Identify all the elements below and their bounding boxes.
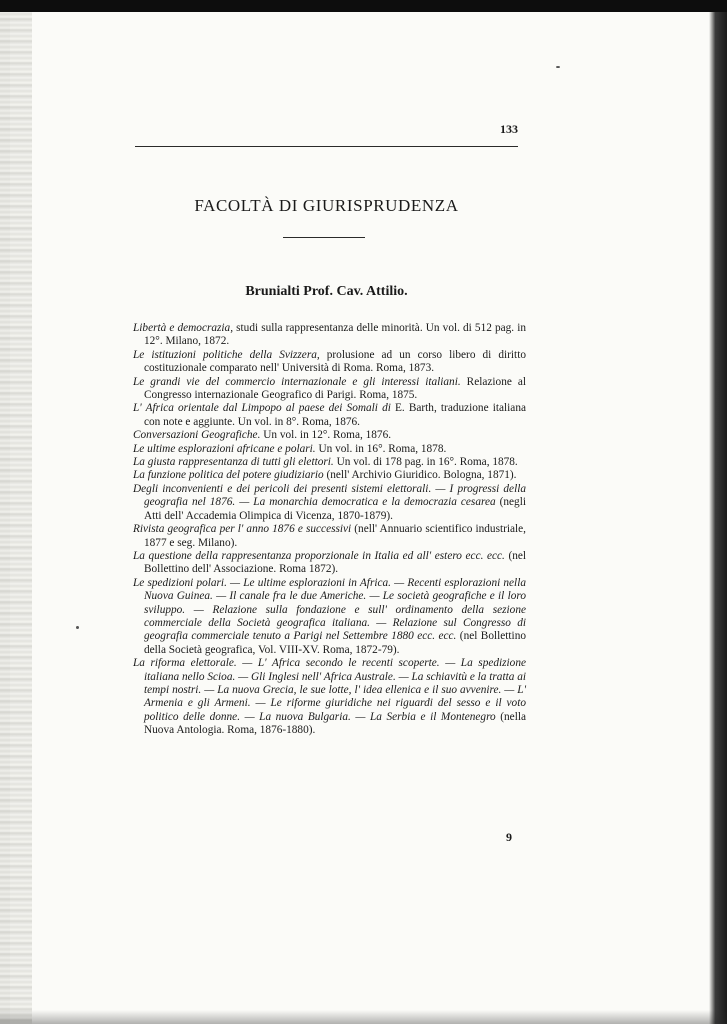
scan-speck	[76, 626, 79, 629]
scan-right-border	[709, 12, 727, 1024]
bibliography-entry	[133, 550, 526, 577]
entry-details: prolusione ad un corso libero di diritto costituzionale comparato nell' Università di Roma. Roma, 1873.	[144, 348, 526, 375]
bibliography-list	[133, 322, 526, 738]
entry-details: Relazione al Congresso internazionale Geografico di Parigi. Roma, 1875.	[144, 375, 527, 402]
author-heading: Brunialti Prof. Cav. Attilio.	[245, 284, 408, 299]
entry-details: (nel Bollettino della Società geografica, Vol. VIII-XV. Roma, 1872-79).	[144, 630, 526, 656]
bibliography-entry	[133, 429, 526, 442]
bibliography-entry	[133, 483, 526, 523]
entry-details: (nel Bollettino dell' Associazione. Roma 1872).	[144, 549, 527, 576]
entry-title: Le ultime esplorazioni africane e polari.	[133, 442, 316, 455]
entry-title: Le spedizioni polari. — Le ultime esplorazioni in Africa. — Recenti esplorazioni nella Nuova Guinea. — Il canale fra le due Americhe. — Le società geografiche e il loro sviluppo. — Relazione sulla fondazione e sull' ordinamento della sezione commerciale della Società geografica italiana. — Relazione sul Congresso di geografia commerciale tenuto a Parigi nel Settembre 1880 ecc. ecc.	[133, 576, 526, 643]
entry-title: Degli inconvenienti e dei pericoli dei presenti sistemi elettorali. — I progressi della geografia nel 1876. — La monarchia democratica e la democrazia cesarea	[133, 482, 526, 509]
page-number: 133	[500, 122, 518, 136]
entry-title: Le istituzioni politiche della Svizzera,	[133, 348, 320, 361]
bibliography-entry	[133, 443, 526, 456]
bibliography-entry	[133, 402, 526, 429]
signature-mark: 9	[506, 830, 512, 844]
header-rule	[135, 146, 518, 147]
entry-title: La riforma elettorale. — L' Africa secondo le recenti scoperte. — La spedizione italiana nello Scioa. — Gli Inglesi nell' Africa Australe. — La schiavitù e la tratta ai tempi nostri. — La nuova Grecia, le sue lotte, l' idea ellenica e il suo avvenire. — L' Armenia e gli Armeni. — Le riforme giuridiche nei riguardi del sesso e il voto politico delle donne. — La nuova Bulgaria. — La Serbia e il Montenegro	[133, 657, 526, 723]
entry-details: (negli Atti dell' Accademia Olimpica di Vicenza, 1870-1879).	[144, 496, 526, 522]
entry-details: (nell' Annuario scientifico industriale, 1877 e seg. Milano).	[144, 523, 527, 549]
bibliography-entry	[133, 469, 526, 482]
entry-details: (nell' Archivio Giuridico. Bologna, 1871).	[323, 469, 517, 482]
binding-edge	[0, 12, 32, 1024]
entry-details: studi sulla rappresentanza delle minorità. Un vol. di 512 pag. in 12°. Milano, 1872.	[144, 322, 526, 348]
bibliography-entry	[133, 523, 526, 550]
entry-details: (nella Nuova Antologia. Roma, 1876-1880).	[144, 710, 526, 737]
bibliography-entry	[133, 322, 526, 349]
scan-bottom-shadow	[0, 1010, 727, 1024]
entry-title: La funzione politica del potere giudiziario	[133, 469, 324, 482]
bibliography-entry	[133, 456, 526, 469]
bibliography-entry	[133, 657, 526, 737]
bibliography-entry	[133, 349, 526, 376]
entry-details: Un vol. in 16°. Roma, 1878.	[315, 442, 447, 455]
entry-title: La giusta rappresentanza di tutti gli elettori.	[133, 456, 334, 469]
bibliography-entry	[133, 577, 526, 657]
scan-speck	[556, 66, 560, 68]
entry-title: Libertà e democrazia,	[133, 322, 234, 334]
scan-top-border	[0, 0, 727, 12]
entry-title: L' Africa orientale dal Limpopo al paese dei Somali di	[133, 402, 391, 415]
section-title: FACOLTÀ DI GIURISPRUDENZA	[194, 196, 459, 215]
entry-details: E. Barth, traduzione italiana con note e aggiunte. Un vol. in 8°. Roma, 1876.	[144, 402, 526, 428]
entry-title: Le grandi vie del commercio internazionale e gli interessi italiani.	[133, 375, 461, 388]
entry-title: Rivista geografica per l' anno 1876 e successivi	[133, 523, 352, 536]
title-rule	[283, 237, 365, 238]
bibliography-entry	[133, 376, 526, 403]
entry-title: Conversazioni Geografiche.	[133, 429, 261, 442]
entry-title: La questione della rappresentanza proporzionale in Italia ed all' estero ecc. ecc.	[133, 549, 505, 562]
entry-details: Un vol. di 178 pag. in 16°. Roma, 1878.	[333, 456, 518, 469]
entry-details: Un vol. in 12°. Roma, 1876.	[260, 429, 392, 442]
